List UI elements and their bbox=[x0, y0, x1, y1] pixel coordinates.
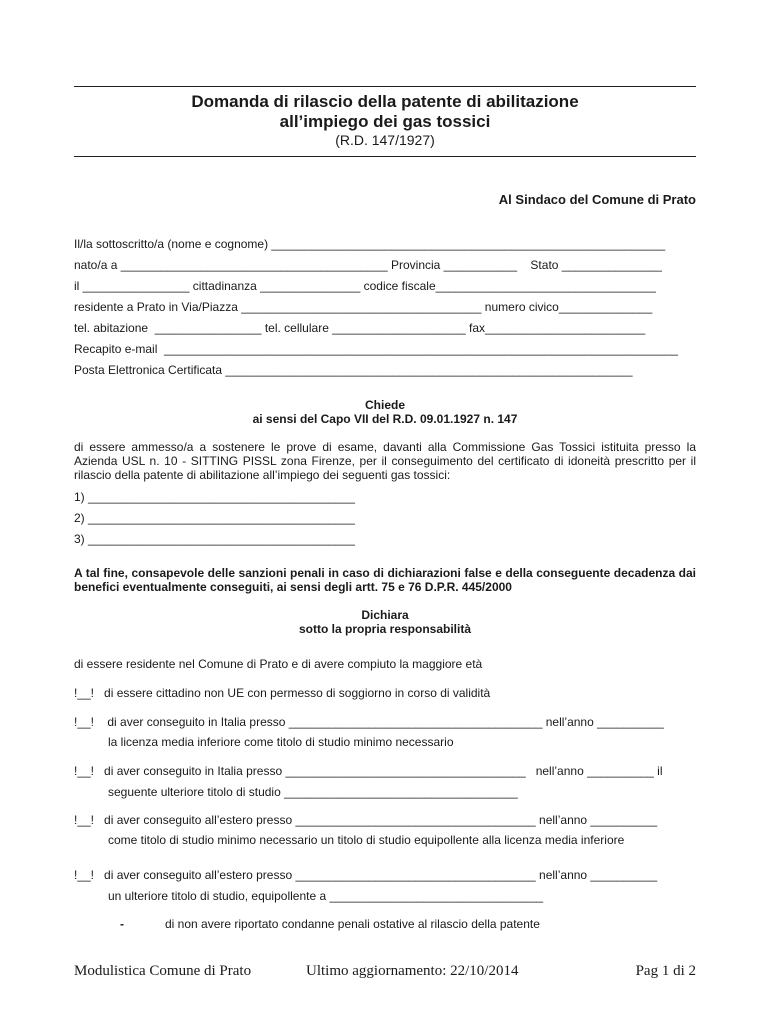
request-heading: Chiede bbox=[364, 398, 405, 412]
option-abroad-further-title[interactable]: !__! di aver conseguito all’estero presso ____________________________________ nell’anno __________ bbox=[74, 868, 658, 882]
option-italy-further-title[interactable]: !__! di aver conseguito in Italia presso ____________________________________ nell’anno __________ il bbox=[74, 764, 663, 778]
gas-line-3[interactable]: 3) ________________________________________ bbox=[74, 532, 355, 546]
footer-left: Modulistica Comune di Prato bbox=[74, 963, 252, 979]
option-italy-license-desc: la licenza media inferiore come titolo di studio minimo necessario bbox=[108, 735, 454, 749]
bullet-dash: - bbox=[120, 917, 124, 931]
footer-page-number: Pag 1 di 2 bbox=[635, 963, 696, 979]
form-subtitle: (R.D. 147/1927) bbox=[335, 132, 435, 148]
field-pec-line[interactable]: Posta Elettronica Certificata _____________________________________________________________ bbox=[74, 363, 633, 377]
field-citizenship-line[interactable]: il ________________ cittadinanza _______________ codice fiscale_________________________________ bbox=[74, 279, 656, 293]
declaration-subheading: sotto la propria responsabilità bbox=[298, 622, 472, 636]
field-name-line[interactable]: Il/la sottoscritto/a (nome e cognome) ___________________________________________________________ bbox=[74, 237, 666, 251]
form-title-line2: all’impiego dei gas tossici bbox=[279, 112, 491, 131]
gas-line-1[interactable]: 1) ________________________________________ bbox=[74, 490, 355, 504]
option-abroad-further-title-desc[interactable]: un ulteriore titolo di studio, equipollente a ________________________________ bbox=[108, 889, 544, 903]
header-bottom-rule bbox=[74, 156, 696, 157]
footer-center: Ultimo aggiornamento: 22/10/2014 bbox=[306, 963, 519, 979]
request-paragraph: di essere ammesso/a a sostenere le prove di esame, davanti alla Commissione Gas Tossici istituita presso la Azienda USL n. 10 - SITTING PISSL zona Firenze, per il conseguimento del certificato di idoneità prescritto per il rilascio della patente di abilitazione all’impiego dei seguenti gas tossici: bbox=[74, 440, 696, 482]
field-phone-line[interactable]: tel. abitazione ________________ tel. cellulare ____________________ fax________________________ bbox=[74, 321, 646, 335]
option-non-ue-permit[interactable]: !__! di essere cittadino non UE con permesso di soggiorno in corso di validità bbox=[74, 686, 491, 700]
request-subheading: ai sensi del Capo VII del R.D. 09.01.1927 n. 147 bbox=[252, 412, 518, 426]
penalty-warning: A tal fine, consapevole delle sanzioni penali in caso di dichiarazioni false e della conseguente decadenza dai benefici eventualmente conseguiti, ai sensi degli artt. 75 e 76 D.P.R. 445/2000 bbox=[74, 566, 696, 594]
recipient: Al Sindaco del Comune di Prato bbox=[498, 192, 696, 207]
declaration-residence: di essere residente nel Comune di Prato e di avere compiuto la maggiore età bbox=[74, 657, 483, 671]
option-italy-license[interactable]: !__! di aver conseguito in Italia presso ______________________________________ nell’anno __________ bbox=[74, 715, 664, 729]
field-birth-line[interactable]: nato/a a ________________________________________ Provincia ___________ Stato _______________ bbox=[74, 258, 662, 272]
declaration-heading: Dichiara bbox=[361, 608, 409, 622]
field-address-line[interactable]: residente a Prato in Via/Piazza ____________________________________ numero civico______________ bbox=[74, 300, 653, 314]
top-rule bbox=[74, 86, 696, 87]
option-italy-further-title-desc[interactable]: seguente ulteriore titolo di studio ___________________________________ bbox=[108, 785, 518, 799]
field-email-line[interactable]: Recapito e-mail _____________________________________________________________________________ bbox=[74, 342, 678, 356]
gas-line-2[interactable]: 2) ________________________________________ bbox=[74, 511, 355, 525]
option-abroad-license-desc: come titolo di studio minimo necessario un titolo di studio equipollente alla licenza media inferiore bbox=[108, 833, 625, 847]
no-convictions-statement: di non avere riportato condanne penali ostative al rilascio della patente bbox=[165, 917, 540, 931]
option-abroad-license[interactable]: !__! di aver conseguito all’estero presso ____________________________________ nell’anno __________ bbox=[74, 813, 658, 827]
form-title-line1: Domanda di rilascio della patente di abilitazione bbox=[191, 92, 579, 111]
